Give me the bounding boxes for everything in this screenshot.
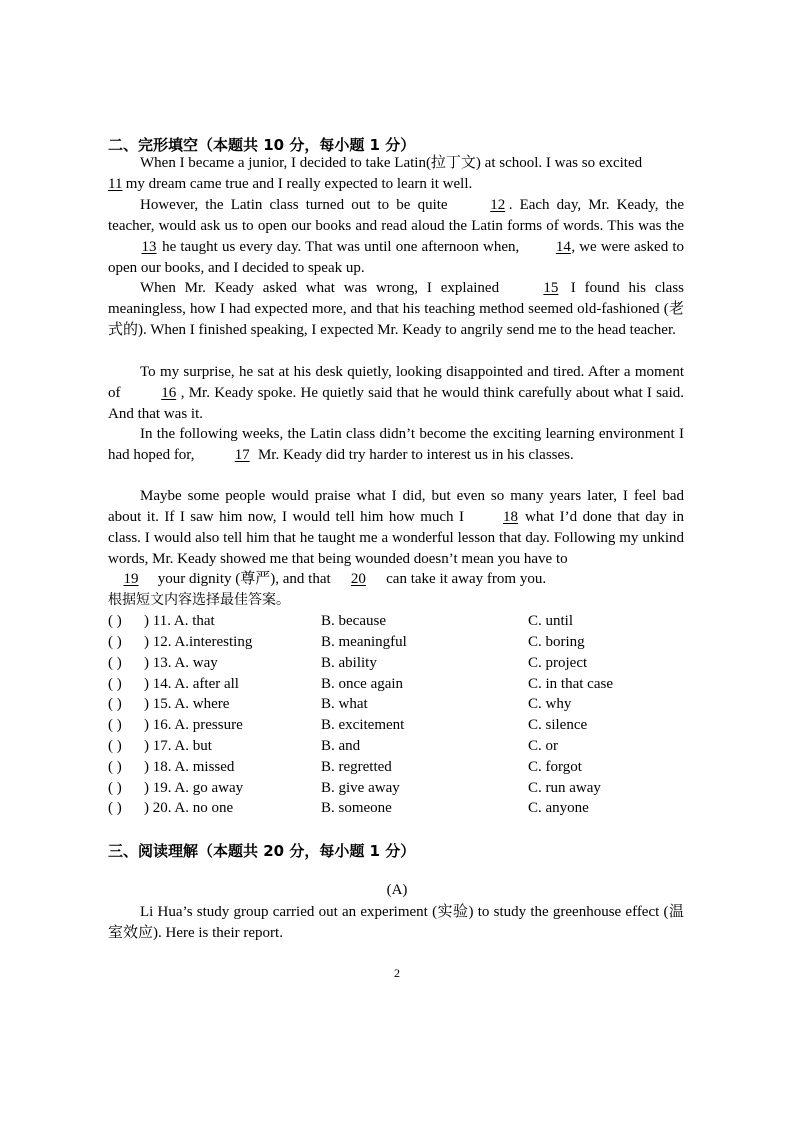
question-12	[108, 632, 708, 653]
option-c: C. why	[528, 696, 572, 712]
blank-13: 13	[141, 238, 157, 255]
question-11	[108, 611, 708, 632]
answer-paren[interactable]: ( )	[108, 655, 122, 671]
option-a: ) 17. A. but	[144, 738, 212, 754]
page-number: 2	[394, 966, 400, 980]
question-16	[108, 715, 708, 736]
instruction: 根据短文内容选择最佳答案。	[108, 592, 290, 608]
option-c: C. forgot	[528, 759, 582, 775]
paragraph-5	[108, 424, 684, 466]
option-a: ) 13. A. way	[144, 655, 218, 671]
answer-paren[interactable]: ( )	[108, 613, 122, 629]
blank-11: 11	[108, 175, 123, 192]
question-17	[108, 736, 708, 757]
text: , Mr. Keady spoke. He quietly said that he would think carefully about what I said. And that was it.	[108, 384, 685, 422]
section-3-title: 三、阅读理解（本题共 20 分，每小题 1 分）	[108, 842, 416, 860]
blank-16: 16	[161, 384, 177, 401]
question-15	[108, 694, 708, 715]
text: , we were asked to open our books, and I decided to speak up.	[108, 238, 684, 276]
text: I found his class meaningless, how I had expected more, and that his teaching method seemed old-fashioned (老式的). When I finished speaking, I expected Mr. Keady to angrily send me to the head teacher.	[108, 280, 684, 338]
question-13	[108, 653, 708, 674]
option-a: ) 20. A. no one	[144, 800, 234, 816]
paragraph-6	[108, 486, 684, 570]
paragraph-2	[108, 195, 684, 279]
text: In the following weeks, the Latin class didn’t become the exciting learning environment I had hoped for,	[108, 426, 684, 463]
answer-paren[interactable]: ( )	[108, 738, 122, 754]
answer-paren[interactable]: ( )	[108, 717, 122, 733]
answer-paren[interactable]: ( )	[108, 634, 122, 650]
text: he taught us every day. That was until one afternoon when,	[158, 238, 524, 255]
option-c: C. project	[528, 655, 588, 671]
option-b: B. what	[321, 696, 368, 712]
text: When I became a junior, I decided to take Latin(拉丁文) at school. I was so excited	[140, 155, 643, 171]
answer-paren[interactable]: ( )	[108, 800, 122, 816]
option-b: B. because	[321, 613, 386, 629]
option-a: ) 14. A. after all	[144, 676, 239, 692]
text: When Mr. Keady asked what was wrong, I explained	[140, 280, 508, 296]
blank-17: 17	[234, 446, 250, 463]
text: To my surprise, he sat at his desk quietly, looking disappointed and tired. After a moment of	[108, 364, 684, 401]
answer-paren[interactable]: ( )	[108, 780, 122, 796]
option-b: B. someone	[321, 800, 392, 816]
option-b: B. meaningful	[321, 634, 407, 650]
option-a: ) 12. A.interesting	[144, 634, 253, 650]
question-20	[108, 798, 708, 819]
passage-a-intro: Li Hua’s study group carried out an experiment (实验) to study the greenhouse effect (温室效应). Here is their report.	[108, 904, 684, 941]
answer-paren[interactable]: ( )	[108, 759, 122, 775]
question-19	[108, 778, 708, 799]
text: can take it away from you.	[382, 571, 547, 587]
answer-paren[interactable]: ( )	[108, 676, 122, 692]
passage-label: (A)	[386, 882, 408, 898]
paragraph-3	[108, 278, 684, 341]
option-c: C. or	[528, 738, 558, 754]
option-c: C. in that case	[528, 676, 613, 692]
option-b: B. excitement	[321, 717, 405, 733]
blank-12: 12	[490, 197, 506, 213]
option-c: C. anyone	[528, 800, 589, 816]
option-c: C. run away	[528, 780, 601, 796]
option-b: B. once again	[321, 676, 404, 692]
option-b: B. and	[321, 738, 361, 754]
option-a: ) 11. A. that	[144, 613, 215, 629]
option-c: C. silence	[528, 717, 588, 733]
text: your dignity (尊严), and that	[154, 571, 335, 587]
option-c: C. boring	[528, 634, 585, 650]
question-14	[108, 674, 708, 695]
answer-paren[interactable]: ( )	[108, 696, 122, 712]
text: . Each day, Mr. Keady, the teacher, would ask us to open our books and read aloud the Latin forms of words. This was the	[108, 197, 684, 234]
option-b: B. ability	[321, 655, 377, 671]
option-a: ) 16. A. pressure	[144, 717, 243, 733]
text: what I’d done that day in class. I would also tell him that he taught me a wonderful lesson that day. Following my unkind words, Mr. Keady showed me that being wounded doesn’t mean you have to	[108, 508, 685, 567]
text: my dream came true and I really expected to learn it well.	[122, 175, 473, 192]
text: Maybe some people would praise what I did, but even so many years later, I feel bad about it. If I saw him now, I would tell him how much I	[108, 488, 684, 525]
blank-15: 15	[543, 280, 559, 296]
option-a: ) 15. A. where	[144, 696, 230, 712]
option-b: B. give away	[321, 780, 400, 796]
option-c: C. until	[528, 613, 574, 629]
blank-14: 14	[555, 238, 571, 255]
paragraph-1	[108, 153, 684, 195]
blank-19: 19	[123, 571, 139, 587]
option-a: ) 19. A. go away	[144, 780, 244, 796]
text: Mr. Keady did try harder to interest us in his classes.	[254, 446, 574, 463]
question-18	[108, 757, 708, 778]
blank-20: 20	[350, 571, 366, 587]
paragraph-4	[108, 362, 684, 425]
text: However, the Latin class turned out to be quite	[140, 197, 455, 213]
section-2-title: 二、完形填空（本题共 10 分，每小题 1 分）	[108, 136, 416, 154]
blank-18: 18	[503, 508, 519, 525]
option-a: ) 18. A. missed	[144, 759, 235, 775]
option-b: B. regretted	[321, 759, 392, 775]
paragraph-6-last-line	[108, 569, 546, 590]
